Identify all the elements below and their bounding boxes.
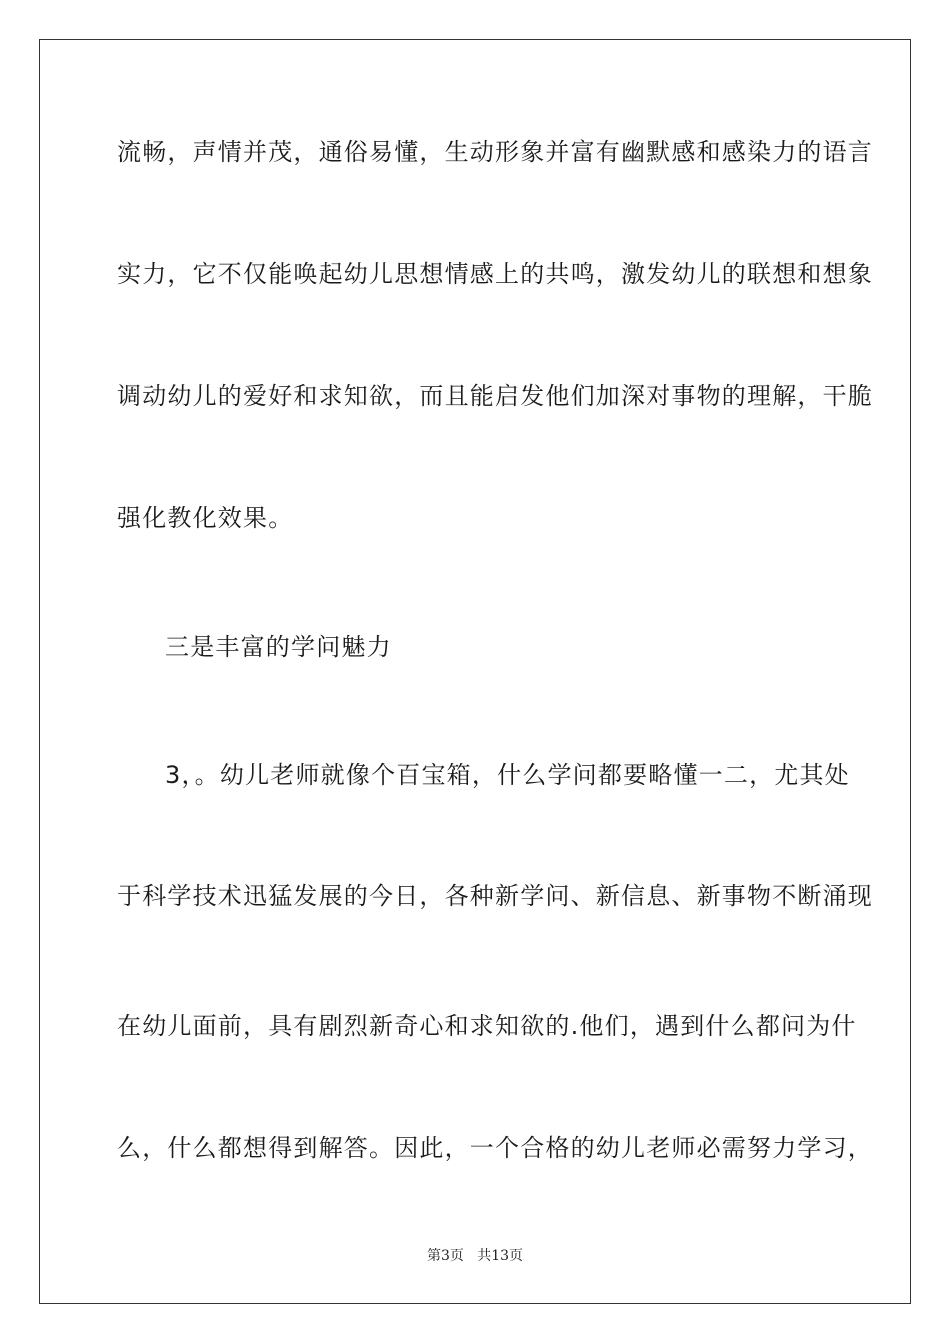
paragraph-line: 么，什么都想得到解答。因此，一个合格的幼儿老师必需努力学习， <box>117 1134 873 1162</box>
paragraph-line: 3，。幼儿老师就像个百宝箱，什么学问都要略懂一二，尤其处 <box>165 761 850 789</box>
paragraph-line: 流畅，声情并茂，通俗易懂，生动形象并富有幽默感和感染力的语言 <box>117 138 873 166</box>
page-border <box>39 39 911 1304</box>
paragraph-line: 在幼儿面前，具有剧烈新奇心和求知欲的.他们，遇到什么都问为什 <box>117 1012 857 1040</box>
paragraph-line: 调动幼儿的爱好和求知欲，而且能启发他们加深对事物的理解，干脆 <box>117 382 873 410</box>
paragraph-line: 实力，它不仅能唤起幼儿思想情感上的共鸣，激发幼儿的联想和想象 <box>117 260 873 288</box>
page-number-footer: 第3页 共13页 <box>426 1248 524 1264</box>
paragraph-line: 强化教化效果。 <box>117 504 294 532</box>
paragraph-line: 于科学技术迅猛发展的今日，各种新学问、新信息、新事物不断涌现 <box>117 882 873 910</box>
section-heading: 三是丰富的学问魅力 <box>165 633 392 661</box>
